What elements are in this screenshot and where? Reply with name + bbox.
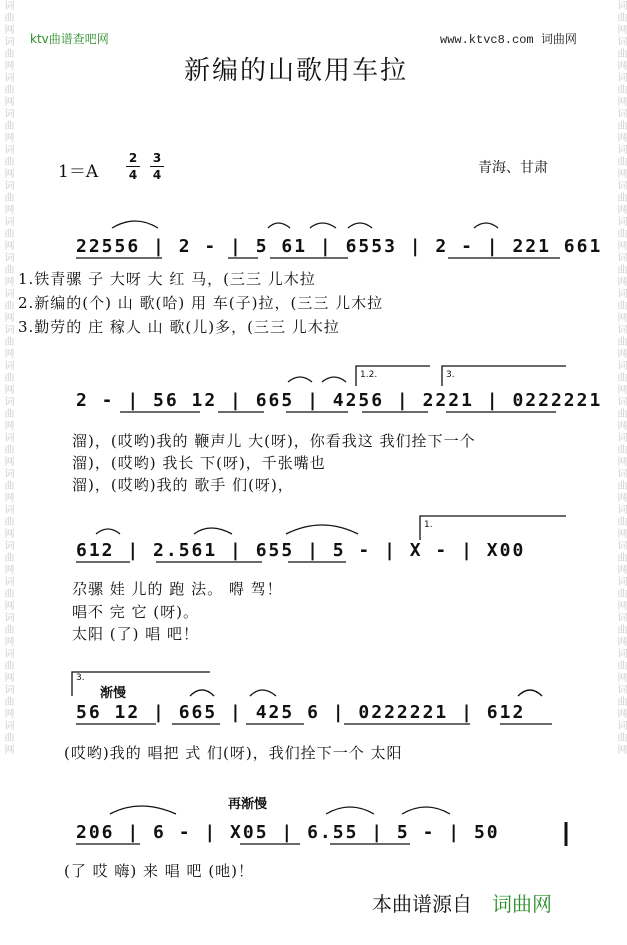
system-1-lyric-1: 1.铁青骡 子 大呀 大 红 马，(三三 儿木拉 — [18, 270, 316, 288]
system-3-lyric-2: 唱不 完 它 (呀)。 — [72, 603, 200, 621]
credit-prefix: 本曲谱源自 — [372, 892, 472, 916]
system-3-ending-1: 1. — [424, 520, 433, 530]
right-watermark-text: 词曲网词曲网词曲网词曲网词曲网词曲网词曲网词曲网词曲网词曲网词曲网词曲网词曲网词曲网词曲网词曲网词曲网词曲网词曲网词曲网词曲网 — [615, 0, 626, 756]
key-signature: 1＝A — [58, 162, 99, 182]
system-1-notes: 22556 | 2 - | 5 61 | 6553 | 2 - | 221 661 — [76, 236, 603, 257]
time-signature-3-4: 3 4 — [150, 151, 164, 182]
system-4-notes: 56 12 | 665 | 425 6 | 0222221 | 612 — [76, 702, 526, 723]
left-watermark-text: 词曲网词曲网词曲网词曲网词曲网词曲网词曲网词曲网词曲网词曲网词曲网词曲网词曲网词曲网词曲网词曲网词曲网词曲网词曲网词曲网词曲网 — [2, 0, 13, 756]
system-2-ending-1: 1.2. — [360, 370, 378, 380]
system-3-lyric-3: 太阳 (了) 唱 吧！ — [72, 625, 200, 643]
system-5-notes: 206 | 6 - | X05 | 6.55 | 5 - | 50 — [76, 822, 500, 843]
system-2-lyric-2: 溜)，(哎哟) 我长 下(呀)，千张嘴也 — [72, 454, 326, 472]
site-link-left[interactable]: ktv曲谱查吧网 — [30, 32, 109, 46]
system-5-lyric-1: (了 哎 嗨) 来 唱 吧 (吔)！ — [64, 862, 255, 880]
system-4-lyric-1: (哎哟)我的 唱把 式 们(呀)，我们拴下一个 太阳 — [64, 744, 403, 762]
system-1-lyric-3: 3.勤劳的 庄 稼人 山 歌(儿)多，(三三 儿木拉 — [18, 318, 340, 336]
time-signature-2-4: 2 4 — [126, 151, 140, 182]
credit-site-link[interactable]: 词曲网 — [492, 892, 552, 916]
system-3-notes: 612 | 2.561 | 655 | 5 - | X - | X00 — [76, 540, 526, 561]
system-2-lyric-3: 溜)，(哎哟)我的 歌手 们(呀)， — [72, 476, 294, 494]
system-3-lyric-1: 尕骡 娃 儿的 跑 法。 嘚 驾！ — [72, 580, 283, 598]
site-link-right[interactable]: www.ktvc8.com 词曲网 — [440, 33, 577, 47]
system-2-ending-2: 3. — [446, 370, 455, 380]
system-5-tempo-mark: 再渐慢 — [228, 797, 268, 812]
system-4-tempo-mark: 渐慢 — [100, 686, 127, 701]
system-1-lyric-2: 2.新编的(个) 山 歌(哈) 用 车(子)拉，(三三 儿木拉 — [18, 294, 384, 312]
system-4-ending-3: 3. — [76, 673, 85, 683]
system-2-lyric-1: 溜)，(哎哟)我的 鞭声儿 大(呀)，你看我这 我们拴下一个 — [72, 432, 476, 450]
system-2-notes: 2 - | 56 12 | 665 | 4256 | 2221 | 0222221 — [76, 390, 603, 411]
song-title: 新编的山歌用车拉 — [184, 56, 409, 86]
song-origin: 青海、甘肃 — [478, 160, 548, 176]
